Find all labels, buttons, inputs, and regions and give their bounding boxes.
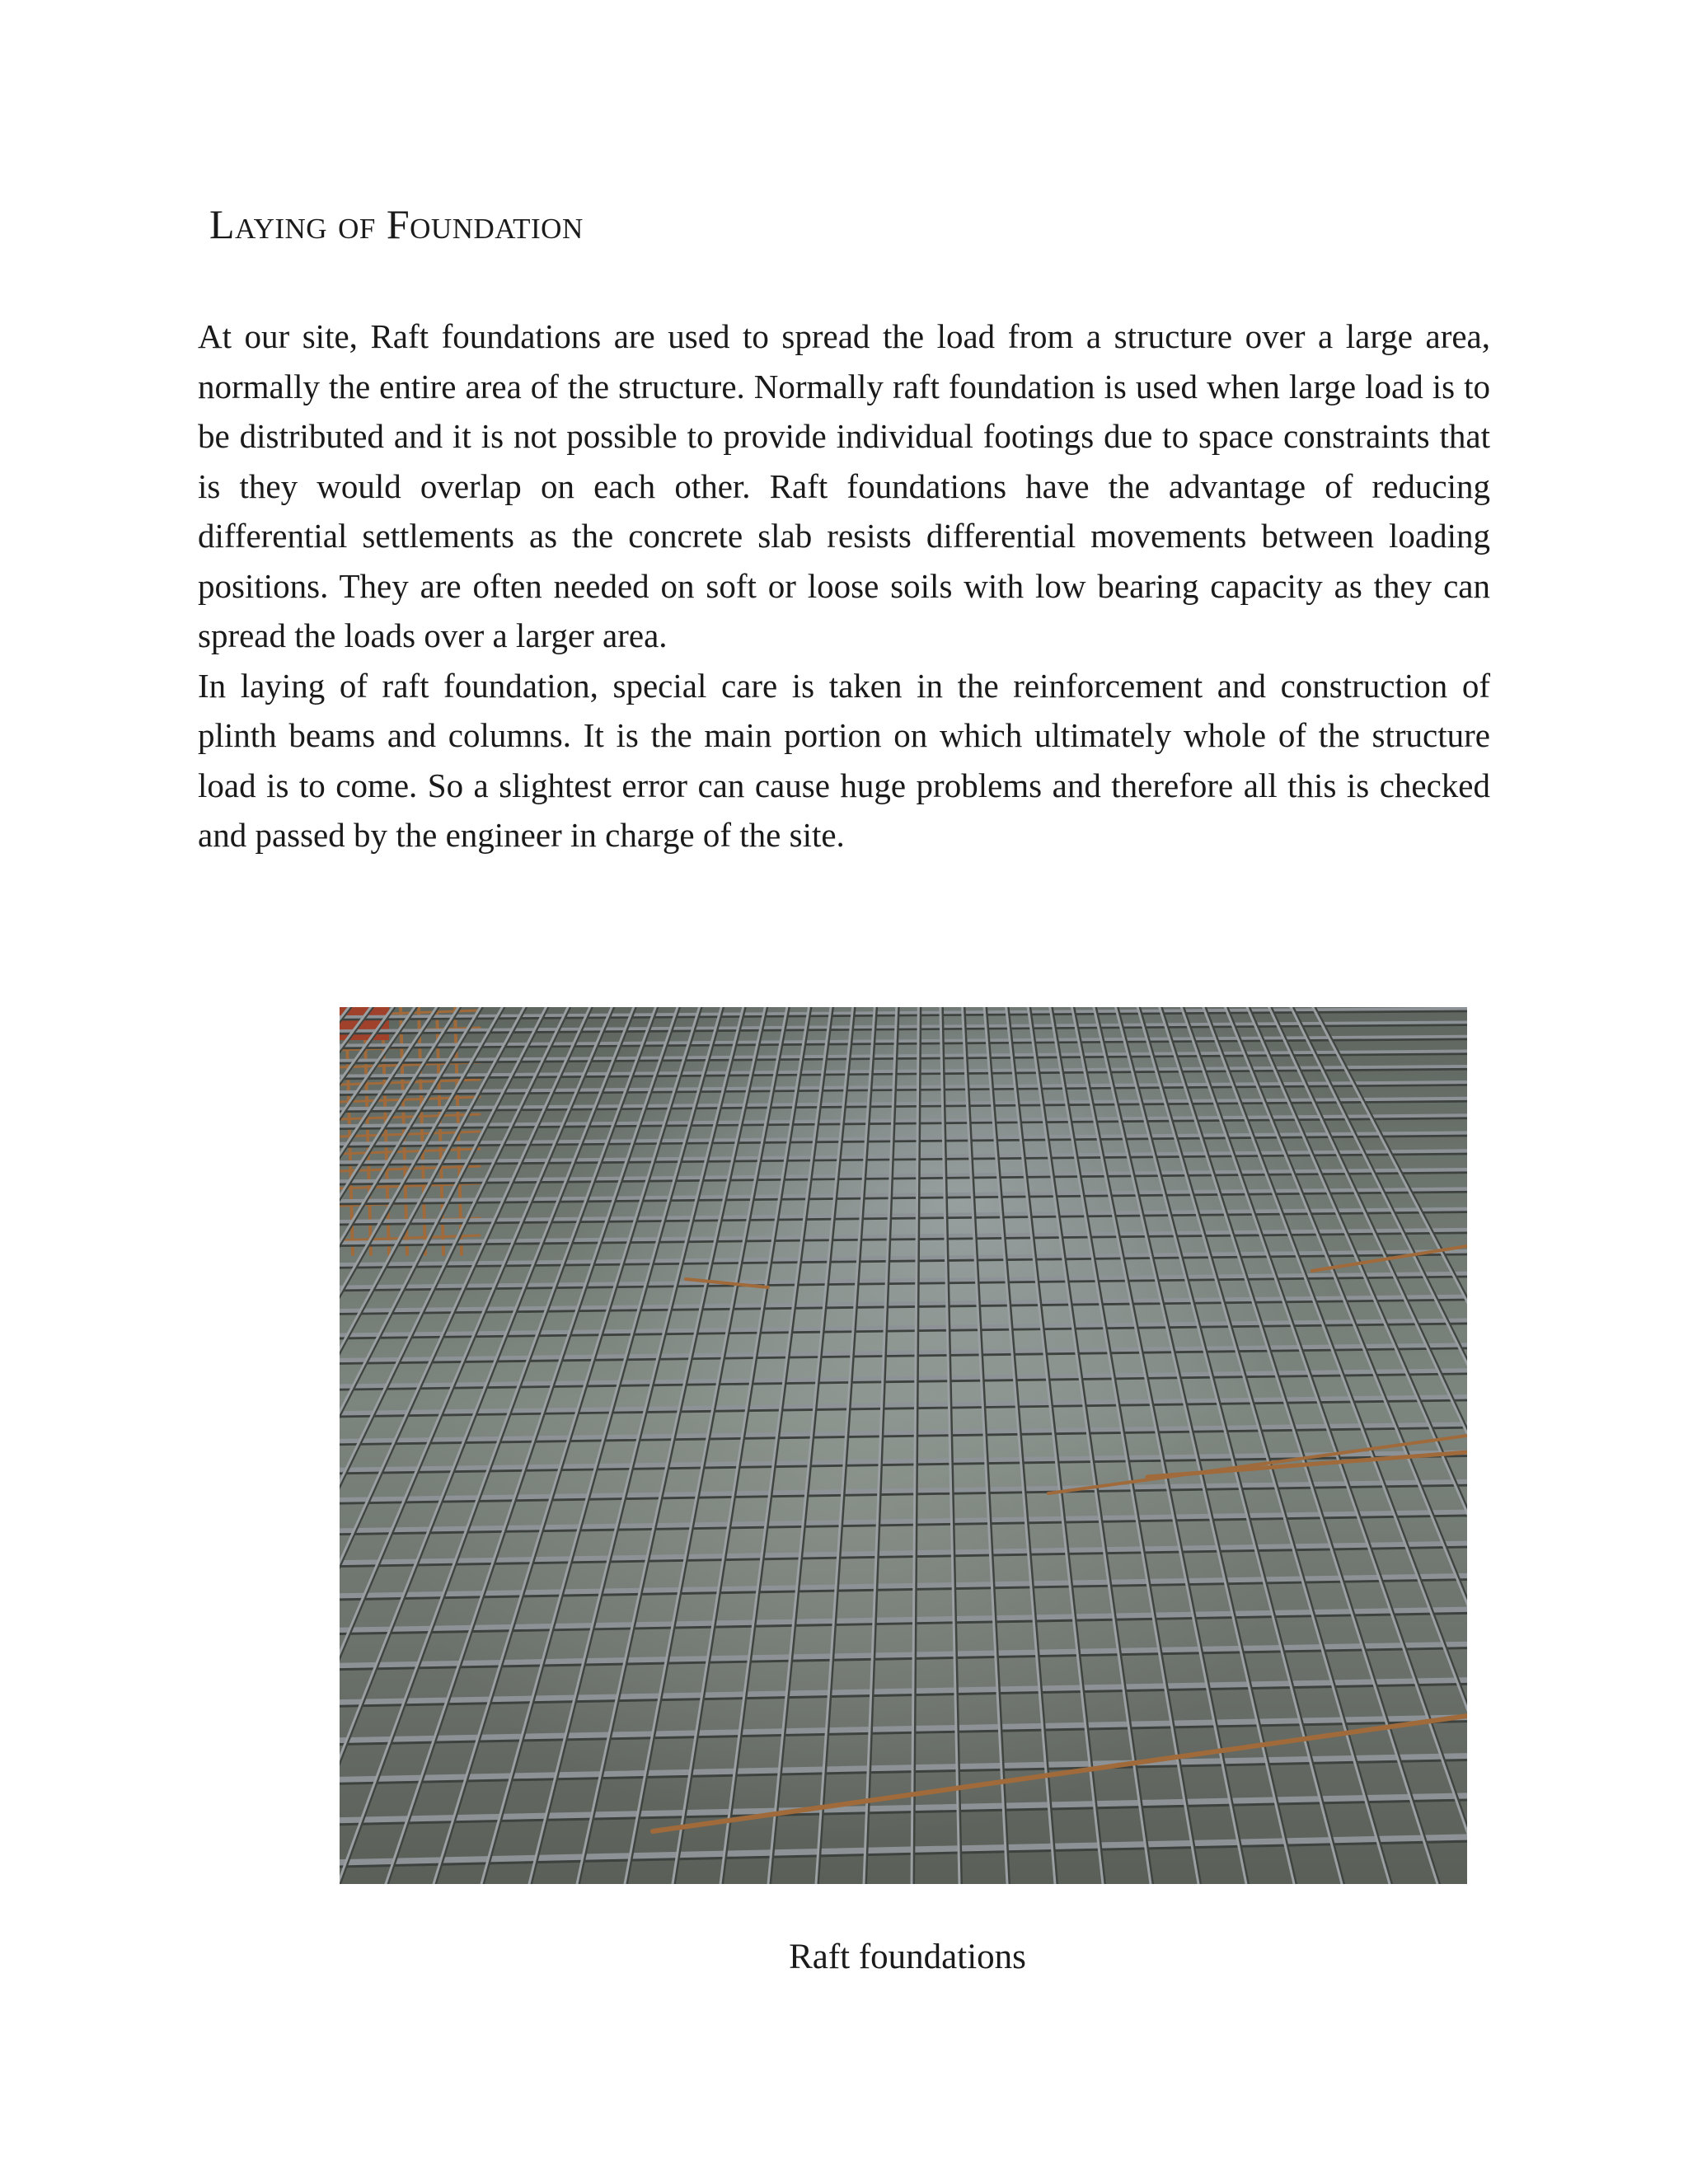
body-text	[198, 312, 1490, 860]
figure-caption	[0, 1937, 1688, 1977]
rebar-mesh-illustration	[340, 1007, 1467, 1884]
section-heading: Laying of Foundation	[209, 201, 584, 247]
paragraph: In laying of raft foundation, special care is taken in the reinforcement and construction of plinth beams and columns. It is the main portion on which ultimately whole of the structure load is to come. So a slightest error can cause huge problems and therefore all this is checked and passed by the engineer in charge of the site.	[198, 666, 1490, 854]
figure-caption-text: Raft foundations	[789, 1938, 1026, 1976]
paragraph: At our site, Raft foundations are used to spread the load from a structure over a large area, normally the entire area of the structure. Normally raft foundation is used when large load is to be distributed and it is not possible to provide individual footings due to space constraints that is they would overlap on each other. Raft foundations have the advantage of reducing differential settlements as the concrete slab resists differential movements between loading positions. They are often needed on soft or loose soils with low bearing capacity as they can spread the loads over a larger area.	[198, 317, 1490, 654]
raft-foundation-photo	[340, 1007, 1467, 1884]
